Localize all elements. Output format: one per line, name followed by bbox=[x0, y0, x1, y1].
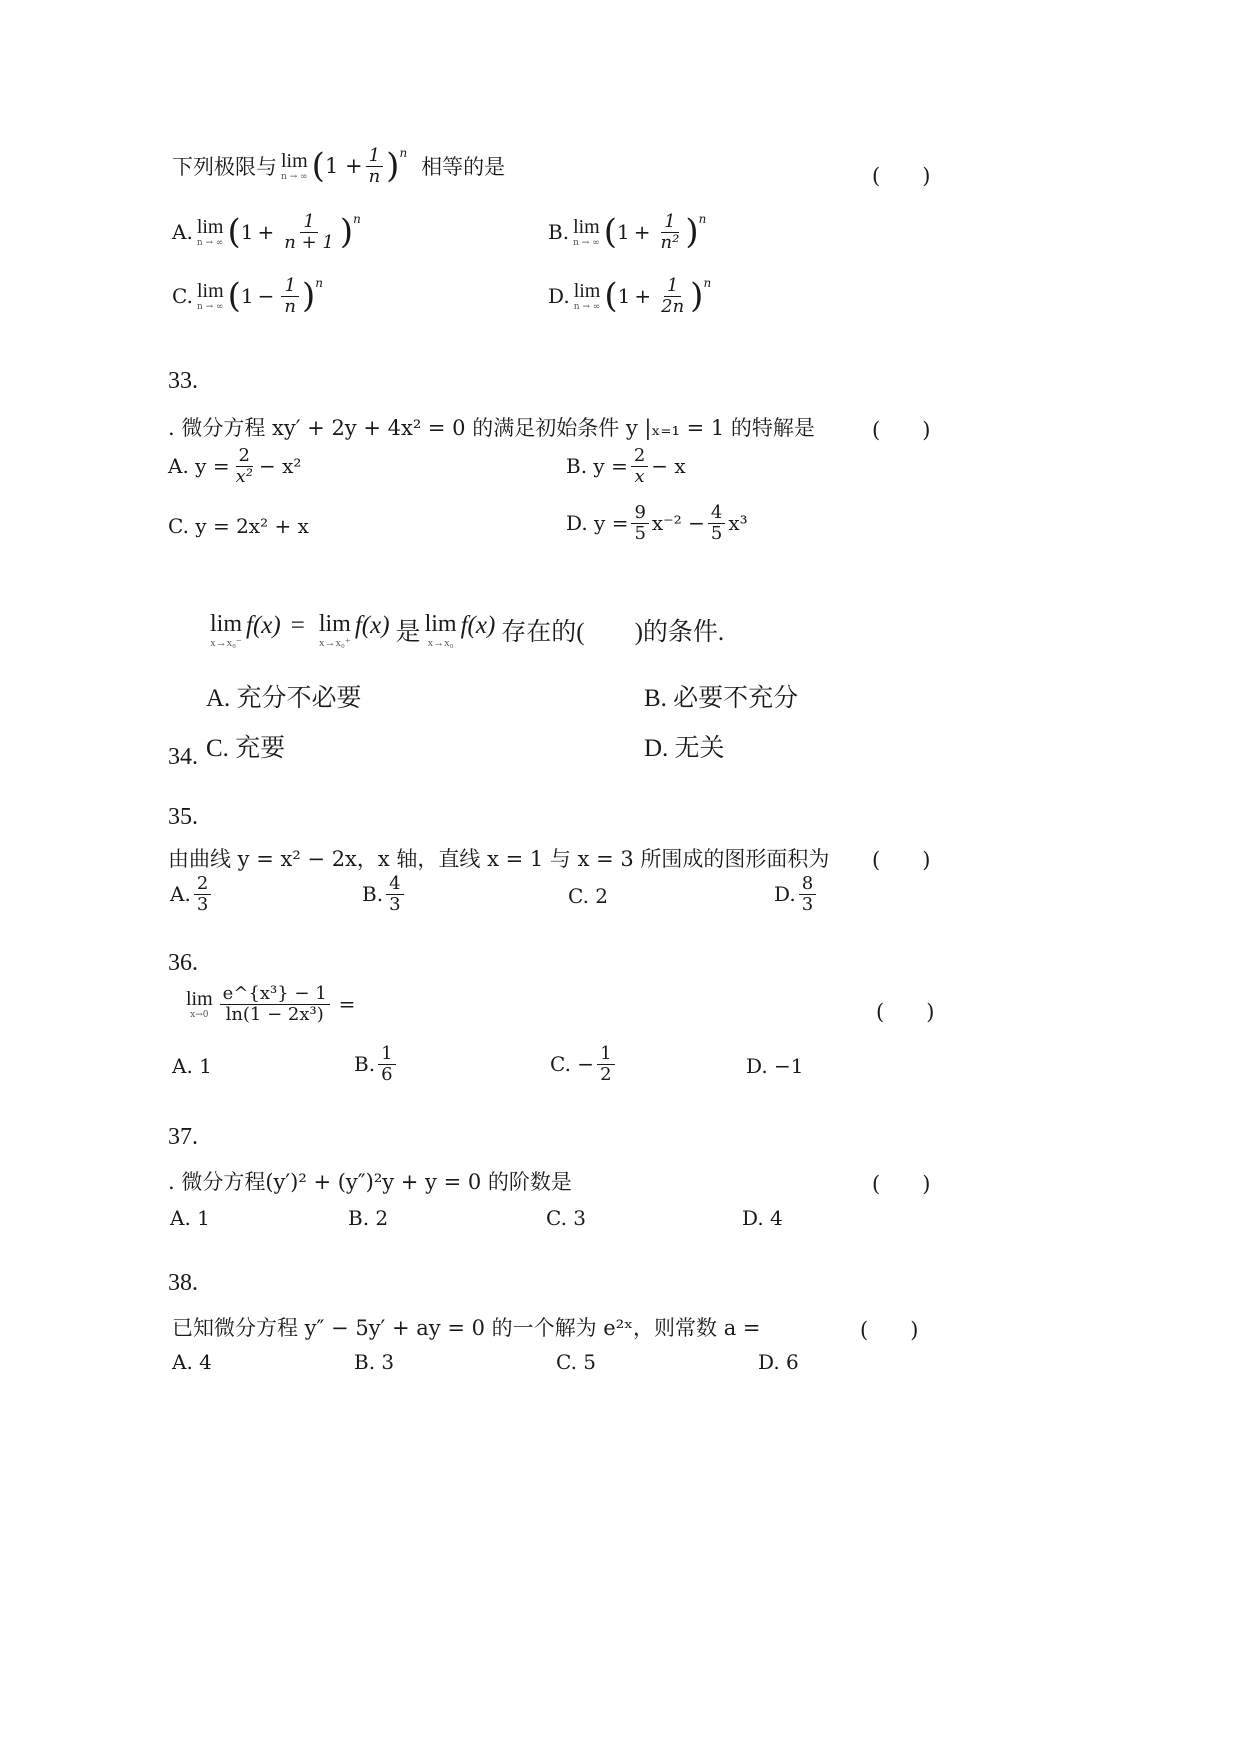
q37-option-c[interactable]: C. 3 bbox=[546, 1206, 587, 1230]
q33-number: 33. bbox=[168, 368, 198, 394]
q35-option-d[interactable]: D. $\frac{8}{3}$ bbox=[774, 874, 819, 915]
q38-number: 38. bbox=[168, 1270, 198, 1296]
q35-stem: 由曲线 y = x² − 2x，x 轴，直线 x = 1 与 x = 3 所围成的图形面积为 bbox=[168, 847, 830, 871]
q32-stem-lim: lim n → ∞ bbox=[281, 149, 308, 182]
q37-stem: . 微分方程(y′)² + (y″)²y + y = 0 的阶数是 bbox=[168, 1170, 572, 1194]
q35-answer-paren[interactable]: ( ) bbox=[872, 848, 931, 872]
q34-stem: lim x→x₀⁻ f(x) = lim x→x₀⁺ f(x) 是 lim x→x₀ f(x) 存在的( )的条件. bbox=[210, 611, 725, 649]
q33-answer-paren[interactable]: ( ) bbox=[872, 418, 931, 442]
q38-stem: 已知微分方程 y″ − 5y′ + ay = 0 的一个解为 e²ˣ，则常数 a = bbox=[172, 1316, 761, 1340]
q34-option-d[interactable]: D. 无关 bbox=[644, 735, 725, 762]
q36-number: 36. bbox=[168, 950, 198, 976]
q38-option-c[interactable]: C. 5 bbox=[556, 1350, 597, 1374]
q34-number: 34. bbox=[168, 744, 198, 770]
q36-stem: lim x→0 $\frac{\text{e\textasciicircum{}\{x³\} − 1}}{\text{ln(1 − 2x³)}}$ = bbox=[186, 983, 356, 1025]
q38-answer-paren[interactable]: ( ) bbox=[860, 1318, 919, 1342]
q34-lim-left: lim x→x₀⁻ bbox=[210, 611, 243, 649]
q32-stem-frac: $\frac{1}{n}$ bbox=[366, 146, 384, 187]
q34-option-c[interactable]: C. 充要 bbox=[206, 735, 286, 762]
q32-answer-paren[interactable]: ( ) bbox=[872, 164, 931, 188]
q33-option-a[interactable]: A. y = $\frac{2}{\text{x²}}$ − x² bbox=[168, 445, 302, 487]
q34-option-b[interactable]: B. 必要不充分 bbox=[644, 685, 799, 712]
q33-stem: . 微分方程 xy′ + 2y + 4x² = 0 的满足初始条件 y |ₓ₌₁ = 1 的特解是 bbox=[168, 416, 815, 440]
q37-answer-paren[interactable]: ( ) bbox=[872, 1172, 931, 1196]
q35-option-c[interactable]: C. 2 bbox=[568, 884, 609, 908]
q32-stem-prefix: 下列极限与 bbox=[172, 155, 277, 180]
q35-option-a[interactable]: A. $\frac{2}{3}$ bbox=[170, 874, 214, 915]
q32-option-a[interactable]: A. lim n → ∞ ( 1 + $\frac{1}{n + 1}$ ) $^n$ bbox=[172, 211, 361, 253]
q36-option-d[interactable]: D. −1 bbox=[746, 1054, 804, 1078]
q36-option-a[interactable]: A. 1 bbox=[172, 1054, 212, 1078]
q35-option-b[interactable]: B. $\frac{4}{3}$ bbox=[362, 874, 407, 915]
q32-option-b[interactable]: B. lim n → ∞ ( 1 + $\frac{1}{\text{n²}}$ ) $^n$ bbox=[548, 211, 707, 253]
q38-option-d[interactable]: D. 6 bbox=[758, 1350, 799, 1374]
q37-option-d[interactable]: D. 4 bbox=[742, 1206, 783, 1230]
q33-option-d[interactable]: D. y = $\frac{9}{5}$ x⁻² − $\frac{4}{5}$ x³ bbox=[566, 502, 748, 544]
q32-stem-suffix: 相等的是 bbox=[421, 155, 506, 180]
q37-number: 37. bbox=[168, 1124, 198, 1150]
q32-option-c[interactable]: C. lim n → ∞ ( 1 − $\frac{1}{n}$ ) $^n$ bbox=[172, 275, 323, 317]
q37-option-b[interactable]: B. 2 bbox=[348, 1206, 389, 1230]
q32-option-d[interactable]: D. lim n → ∞ ( 1 + $\frac{1}{2n}$ ) $^n$ bbox=[548, 275, 712, 317]
q34-option-a[interactable]: A. 充分不必要 bbox=[206, 685, 362, 712]
q33-option-b[interactable]: B. y = $\frac{2}{x}$ − x bbox=[566, 445, 686, 487]
q38-option-b[interactable]: B. 3 bbox=[354, 1350, 395, 1374]
q36-answer-paren[interactable]: ( ) bbox=[876, 1000, 935, 1024]
q34-lim-mid: lim x→x₀ bbox=[424, 611, 457, 649]
q34-lim-right: lim x→x₀⁺ bbox=[318, 611, 351, 649]
q32-stem: 下列极限与 lim n → ∞ ( 1 + $\frac{1}{n}$ ) $^n$ 相等的是 bbox=[172, 145, 506, 187]
q37-option-a[interactable]: A. 1 bbox=[170, 1206, 210, 1230]
q36-option-b[interactable]: B. $\frac{1}{6}$ bbox=[354, 1044, 399, 1085]
q38-option-a[interactable]: A. 4 bbox=[172, 1350, 212, 1374]
q33-option-c[interactable]: C. y = 2x² + x bbox=[168, 514, 309, 538]
q35-number: 35. bbox=[168, 804, 198, 830]
q36-option-c[interactable]: C. − $\frac{1}{2}$ bbox=[550, 1044, 618, 1085]
